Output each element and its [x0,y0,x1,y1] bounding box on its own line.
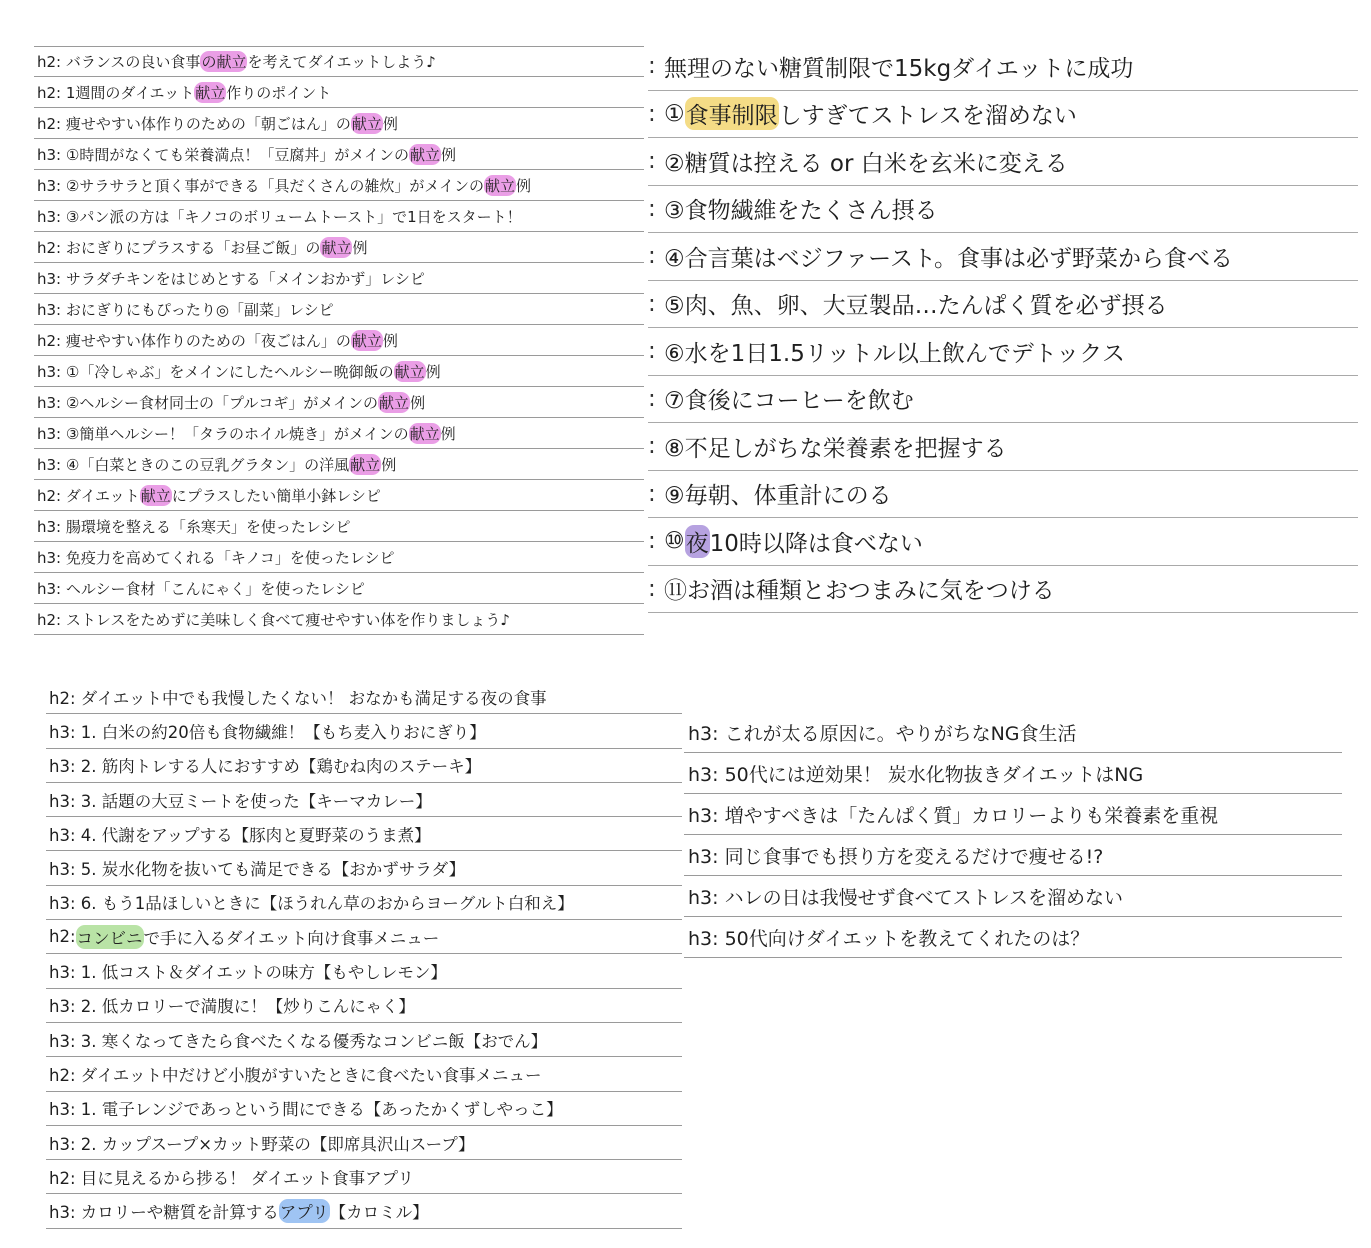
heading-text: h3: ①時間がなくても栄養満点！「豆腐丼」がメインの [37,145,410,164]
heading-text: h3: ヘルシー食材「こんにゃく」を使ったレシピ [37,579,365,598]
outline-panel-night-meals [46,680,682,1229]
heading-row [648,376,1358,424]
highlighted-keyword: 夜 [685,525,710,558]
heading-row [46,1194,682,1228]
heading-row [46,851,682,885]
heading-text: ③食物繊維をたくさん摂る [664,198,938,225]
highlighted-keyword: 献立 [351,114,382,133]
heading-row [46,817,682,851]
heading-row [34,46,644,77]
heading-row [34,108,644,139]
heading-row [46,954,682,988]
heading-row [684,917,1342,958]
heading-text: ④合言葉はベジファースト。食事は必ず野菜から食べる [664,245,1233,272]
heading-row [46,714,682,748]
heading-row [46,1160,682,1194]
heading-row [34,573,644,604]
heading-text: で手に入るダイエット向け食事メニュー [143,928,440,948]
heading-text: h3: 3. 話題の大豆ミートを使った【キーマカレー】 [49,791,432,811]
heading-text: h2: 痩せやすい体作りのための「夜ごはん」の [37,331,351,350]
heading-row [34,77,644,108]
heading-text: ⑦食後にコーヒーを飲む [664,388,914,415]
heading-text: ⑧不足しがちな栄養素を把握する [664,435,1007,462]
heading-text: 例 [516,176,532,195]
row-colon: : [648,195,656,222]
heading-row [46,1126,682,1160]
highlighted-keyword: 献立 [321,238,352,257]
heading-text: h2: ダイエット中でも我慢したくない！ おなかも満足する夜の食事 [49,688,547,708]
heading-text: を考えてダイエットしよう♪ [247,53,436,71]
heading-text: 例 [425,362,441,381]
heading-text: h3: カロリーや糖質を計算する [49,1203,279,1223]
highlighted-keyword: 献立 [394,362,425,381]
heading-text: h3: 免疫力を高めてくれる「キノコ」を使ったレシピ [37,548,395,567]
heading-text: h3: サラダチキンをはじめとする「メインおかず」レシピ [37,269,425,288]
heading-text: h3: 2. カップスープ×カット野菜の【即席具沢山スープ】 [49,1134,475,1154]
heading-row [46,1092,682,1126]
highlighted-keyword: 献立 [350,455,381,474]
heading-text: 例 [441,145,457,164]
heading-row [34,232,644,263]
highlighted-keyword: 献立 [195,83,226,102]
row-colon: : [648,433,656,460]
heading-text: 例 [440,424,456,443]
heading-row [34,542,644,573]
heading-text: ⑩ [664,528,685,555]
heading-text: h3: ハレの日は我慢せず食べてストレスを溜めない [688,886,1124,909]
highlighted-keyword: 食事制限 [685,97,779,130]
heading-text: h2: [49,927,76,947]
highlighted-keyword: コンビニ [76,925,144,949]
heading-row [34,325,644,356]
heading-text: ⑥水を1日1.5リットル以上飲んでデトックス [664,340,1125,367]
heading-text: 例 [382,331,398,350]
heading-text: h3: 6. もう1品ほしいときに【ほうれん草のおからヨーグルト白和え】 [49,894,574,914]
heading-row [684,794,1342,835]
heading-row [648,91,1358,139]
heading-text: h3: 50代には逆効果！ 炭水化物抜きダイエットはNG [688,763,1144,786]
heading-text: h3: ③簡単ヘルシー！「タラのホイル焼き」がメインの [37,424,409,443]
heading-text: h2: ダイエット [37,486,140,505]
heading-text: h3: 1. 白米の約20倍も食物繊維！【もち麦入りおにぎり】 [49,722,486,742]
heading-text: 例 [381,455,397,474]
heading-row [34,294,644,325]
heading-row [46,680,682,714]
highlighted-keyword: 献立 [379,393,410,412]
row-colon: : [648,53,656,80]
heading-text: h3: 4. 代謝をアップする【豚肉と夏野菜のうま煮】 [49,825,431,845]
heading-row [684,753,1342,794]
row-colon: : [648,338,656,365]
heading-row [648,281,1358,329]
heading-row [46,886,682,920]
heading-text: h2: 目に見えるから捗る！ ダイエット食事アプリ [49,1168,415,1188]
heading-text: h2: 痩せやすい体作りのための「朝ごはん」の [37,114,351,133]
row-colon: : [648,148,656,175]
heading-row [46,1057,682,1091]
heading-row [34,201,644,232]
highlighted-keyword: 献立 [409,424,440,443]
row-colon: : [648,528,656,555]
heading-text: ① [664,100,685,127]
heading-text: h3: おにぎりにもぴったり◎「副菜」レシピ [37,300,334,319]
heading-text: 無理のない糖質制限で15kgダイエットに成功 [664,55,1134,82]
heading-row [34,418,644,449]
heading-text: h3: 2. 筋肉トレする人におすすめ【鶏むね肉のステーキ】 [49,757,482,777]
highlighted-keyword: 献立 [140,486,171,505]
highlighted-keyword: 献立 [351,331,382,350]
heading-text: 10時以降は食べない [709,530,923,557]
heading-text: h2: ダイエット中だけど小腹がすいたときに食べたい食事メニュー [49,1065,542,1085]
heading-text: h2: ストレスをためずに美味しく食べて痩せやすい体を作りましょう♪ [37,610,510,629]
heading-row [648,423,1358,471]
outline-panel-fifties-diet [684,712,1342,958]
heading-row [34,263,644,294]
heading-row [34,387,644,418]
heading-row [34,449,644,480]
heading-row [46,749,682,783]
heading-row [34,356,644,387]
heading-text: h3: ②サラサラと頂く事ができる「具だくさんの雑炊」がメインの [37,176,485,195]
outline-panel-diet-tips [648,43,1358,613]
heading-text: h3: 1. 電子レンジであっという間にできる【あったかくずしやっこ】 [49,1100,563,1120]
heading-text: h3: これが太る原因に。やりがちなNG食生活 [688,722,1077,745]
heading-text: h3: 5. 炭水化物を抜いても満足できる【おかずサラダ】 [49,860,466,880]
heading-row [648,566,1358,614]
row-colon: : [648,290,656,317]
heading-text: 作りのポイント [226,83,332,102]
row-colon: : [648,385,656,412]
heading-text: h3: 同じ食事でも摂り方を変えるだけで痩せる!? [688,845,1104,868]
heading-row [648,43,1358,91]
heading-text: h3: ④「白菜ときのこの豆乳グラタン」の洋風 [37,455,350,474]
heading-text: ②糖質は控える or 白米を玄米に変える [664,150,1068,177]
heading-text: しすぎてストレスを溜めない [778,103,1077,130]
heading-row [648,518,1358,566]
heading-row [46,1023,682,1057]
heading-text: h2: バランスの良い食事 [37,53,201,71]
heading-text: h3: 3. 寒くなってきたら食べたくなる優秀なコンビニ飯【おでん】 [49,1031,548,1051]
heading-row [648,186,1358,234]
highlighted-keyword: 献立 [410,145,441,164]
heading-text: h3: ①「冷しゃぶ」をメインにしたヘルシー晩御飯の [37,362,394,381]
row-colon: : [648,100,656,127]
highlighted-keyword: の献立 [201,53,247,71]
heading-text: にプラスしたい簡単小鉢レシピ [171,486,381,505]
heading-text: h3: 50代向けダイエットを教えてくれたのは？ [688,927,1090,950]
heading-text: 例 [410,393,426,412]
heading-text: 【カロミル】 [329,1203,429,1223]
heading-row [34,480,644,511]
heading-text: h3: ②ヘルシー食材同士の「プルコギ」がメインの [37,393,379,412]
heading-text: h3: ③パン派の方は「キノコのボリュームトースト」で1日をスタート！ [37,207,522,226]
heading-row [34,139,644,170]
heading-row [684,712,1342,753]
heading-row [648,328,1358,376]
heading-row [648,471,1358,519]
heading-row [648,138,1358,186]
heading-text: 例 [382,114,398,133]
heading-row [648,233,1358,281]
heading-text: h3: 腸環境を整える「糸寒天」を使ったレシピ [37,517,351,536]
heading-text: ⑪お酒は種類とおつまみに気をつける [664,578,1055,605]
heading-text: h3: 増やすべきは「たんぱく質」カロリーよりも栄養素を重視 [688,804,1219,827]
heading-text: ⑤肉、魚、卵、大豆製品…たんぱく質を必ず摂る [664,293,1168,320]
heading-row [46,989,682,1023]
highlighted-keyword: アプリ [279,1199,330,1223]
outline-panel-meal-plans [34,46,644,635]
heading-row [46,783,682,817]
heading-row [684,835,1342,876]
heading-text: h3: 1. 低コスト＆ダイエットの味方【もやしレモン】 [49,963,447,983]
heading-text: h3: 2. 低カロリーで満腹に！【炒りこんにゃく】 [49,997,415,1017]
heading-text: h2: 1週間のダイエット [37,83,195,102]
heading-row [34,604,644,635]
row-colon: : [648,243,656,270]
heading-text: 例 [352,238,368,257]
heading-row [34,170,644,201]
row-colon: : [648,575,656,602]
heading-row [46,920,682,954]
heading-row [684,876,1342,917]
heading-row [34,511,644,542]
highlighted-keyword: 献立 [485,176,516,195]
heading-text: h2: おにぎりにプラスする「お昼ご飯」の [37,238,321,257]
row-colon: : [648,480,656,507]
heading-text: ⑨毎朝、体重計にのる [664,483,892,510]
